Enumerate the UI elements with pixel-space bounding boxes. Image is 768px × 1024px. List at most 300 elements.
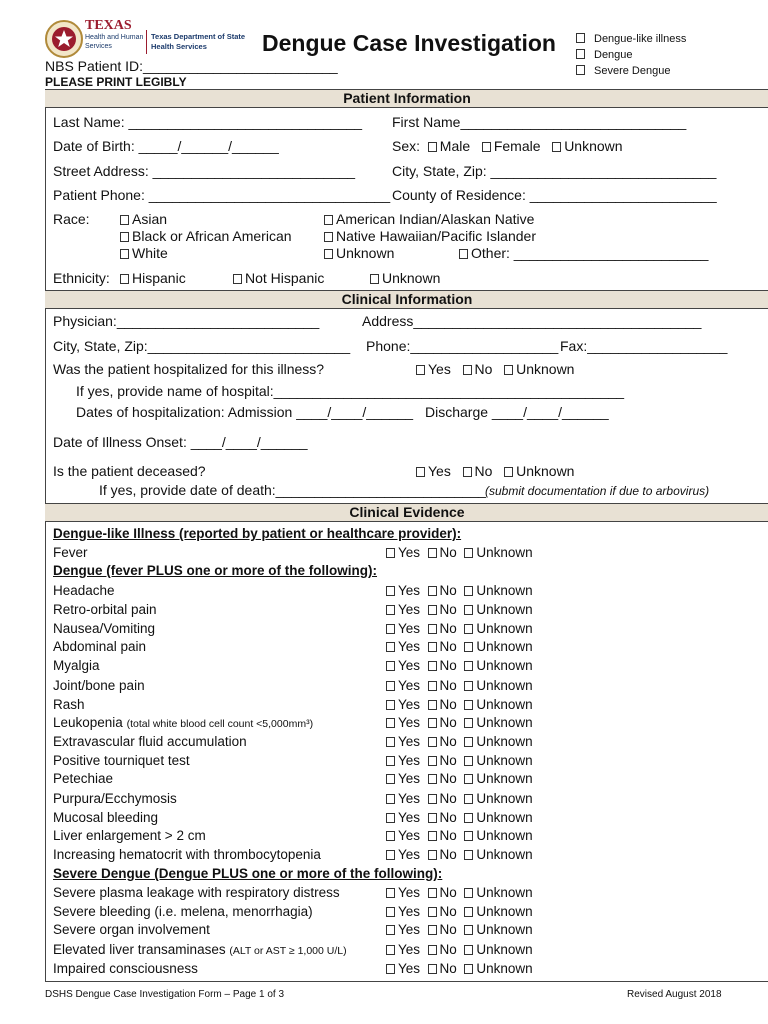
checkbox-icon[interactable]	[464, 586, 473, 596]
race-black[interactable]	[120, 228, 292, 244]
field-label: Phone:	[366, 338, 411, 354]
option-label: Unknown	[382, 270, 441, 286]
yes-label: Yes	[398, 771, 421, 786]
symptom-label: Liver enlargement > 2 cm	[53, 828, 206, 843]
yes-label: Yes	[398, 942, 421, 957]
checkbox-icon[interactable]	[464, 624, 473, 634]
symptom-row	[53, 904, 313, 919]
checkbox-icon[interactable]	[428, 888, 437, 898]
race-label: Race:	[53, 211, 90, 227]
yes-label: Yes	[398, 904, 421, 919]
option-label: White	[132, 245, 168, 261]
checkbox-icon[interactable]	[428, 774, 437, 784]
no-label: No	[439, 583, 457, 598]
unknown-label: Unknown	[476, 545, 533, 560]
race-unknown[interactable]	[324, 245, 394, 261]
checkbox-icon[interactable]	[428, 586, 437, 596]
yes-label: Yes	[398, 621, 421, 636]
checkbox-icon[interactable]	[386, 586, 395, 596]
logo-hhs-line1: Health and Human	[85, 34, 144, 41]
checkbox-icon[interactable]	[482, 142, 491, 152]
logo-texas-text: TEXAS	[85, 18, 132, 33]
symptom-row	[53, 602, 157, 617]
ethnicity-unknown[interactable]	[370, 270, 440, 286]
symptom-label: Severe bleeding (i.e. melena, menorrhagia)	[53, 904, 313, 919]
option-label: Native Hawaiian/Pacific Islander	[336, 228, 536, 244]
no-label: No	[439, 922, 457, 937]
checkbox-icon[interactable]	[428, 756, 437, 766]
checkbox-icon[interactable]	[428, 605, 437, 615]
yes-label: Yes	[398, 545, 421, 560]
city-field[interactable]: City, State, Zip: _____________________________	[392, 163, 717, 179]
race-nh[interactable]	[324, 228, 536, 244]
checkbox-icon[interactable]	[464, 718, 473, 728]
page-title: Dengue Case Investigation	[262, 30, 556, 56]
symptom-row	[53, 639, 146, 654]
checkbox-icon[interactable]	[386, 756, 395, 766]
symptom-row	[53, 847, 321, 862]
checkbox-icon[interactable]	[386, 548, 395, 558]
unknown-label: Unknown	[476, 753, 533, 768]
field-label: Fax:	[560, 338, 588, 354]
checkbox-icon[interactable]	[324, 249, 333, 259]
checkbox-icon[interactable]	[416, 365, 425, 375]
checkbox-icon[interactable]	[464, 888, 473, 898]
unknown-label: Unknown	[476, 810, 533, 825]
dengue-like-heading: Dengue-like Illness (reported by patient or healthcare provider):	[53, 526, 462, 541]
option-label: Unknown	[516, 361, 575, 377]
checkbox-icon[interactable]	[428, 700, 437, 710]
checkbox-icon[interactable]	[576, 65, 585, 75]
yes-label: Yes	[398, 678, 421, 693]
hospitalized-question: Was the patient hospitalized for this illness?	[53, 361, 325, 377]
checkbox-icon[interactable]	[324, 232, 333, 242]
texas-logo	[45, 18, 145, 62]
race-asian[interactable]	[120, 211, 167, 227]
no-label: No	[439, 602, 457, 617]
symptom-row	[53, 922, 210, 937]
yes-no-unknown-options[interactable]	[386, 847, 533, 862]
option-label: Male	[439, 138, 471, 154]
checkbox-icon[interactable]	[386, 718, 395, 728]
option-label: No	[474, 361, 493, 377]
option-label: Hispanic	[132, 270, 186, 286]
logo-divider	[146, 30, 147, 54]
checkbox-icon[interactable]	[386, 794, 395, 804]
checkbox-icon[interactable]	[386, 737, 395, 747]
symptom-row	[53, 810, 158, 825]
checkbox-icon[interactable]	[428, 850, 437, 860]
checkbox-icon[interactable]	[386, 681, 395, 691]
illness-onset-field[interactable]: Date of Illness Onset: ____/____/______	[53, 434, 308, 450]
option-label: Other:	[471, 245, 510, 261]
yes-no-unknown-options[interactable]	[386, 810, 533, 825]
checkbox-icon[interactable]	[416, 467, 425, 477]
checkbox-icon[interactable]	[386, 774, 395, 784]
logo-hhs-line2: Services	[85, 43, 112, 50]
checkbox-icon[interactable]	[504, 365, 513, 375]
checkbox-icon[interactable]	[386, 642, 395, 652]
unknown-label: Unknown	[476, 961, 533, 976]
nbs-label: NBS Patient ID:	[45, 58, 144, 74]
logo-dept-line1: Texas Department of State	[151, 32, 246, 41]
field-label: Address	[362, 313, 414, 329]
checkbox-icon[interactable]	[504, 467, 513, 477]
unknown-label: Unknown	[476, 847, 533, 862]
symptom-label: Mucosal bleeding	[53, 810, 159, 825]
checkbox-icon[interactable]	[464, 774, 473, 784]
checkbox-icon[interactable]	[428, 813, 437, 823]
checkbox-icon[interactable]	[386, 700, 395, 710]
evidence-subheading: Dengue (fever PLUS one or more of the following):	[53, 563, 378, 578]
yes-no-unknown-options[interactable]	[386, 715, 533, 730]
unknown-label: Unknown	[476, 621, 533, 636]
symptom-row	[53, 885, 340, 900]
checkbox-icon[interactable]	[552, 142, 561, 152]
yes-no-unknown-options[interactable]	[386, 545, 533, 560]
symptom-note: (total white blood cell count <5,000mm³)	[126, 718, 314, 730]
yes-label: Yes	[398, 602, 421, 617]
no-label: No	[439, 697, 457, 712]
yes-no-unknown-options[interactable]	[386, 658, 533, 673]
checkbox-icon[interactable]	[428, 718, 437, 728]
yes-no-unknown-options[interactable]	[386, 791, 533, 806]
checkbox-icon[interactable]	[428, 548, 437, 558]
checkbox-icon[interactable]	[233, 274, 242, 284]
yes-no-unknown-options[interactable]	[386, 753, 533, 768]
physician-address-field[interactable]: Address_____________________________________	[362, 313, 702, 329]
symptom-row	[53, 753, 190, 768]
no-label: No	[439, 791, 457, 806]
checkbox-icon[interactable]	[464, 925, 473, 935]
checkbox-icon[interactable]	[386, 850, 395, 860]
yes-label: Yes	[398, 658, 421, 673]
checkbox-icon[interactable]	[386, 945, 395, 955]
option-label: American Indian/Alaskan Native	[336, 211, 535, 227]
footer-left: DSHS Dengue Case Investigation Form – Page 1 of 3	[45, 989, 285, 1000]
evidence-section-header: Clinical Evidence	[45, 503, 768, 522]
no-label: No	[439, 753, 457, 768]
checkbox-icon[interactable]	[464, 605, 473, 615]
checkbox-icon[interactable]	[120, 274, 129, 284]
no-label: No	[439, 961, 457, 976]
dob-field[interactable]: Date of Birth: _____/______/______	[53, 138, 279, 154]
checkbox-icon[interactable]	[428, 661, 437, 671]
checkbox-icon[interactable]	[463, 365, 472, 375]
symptom-label: Myalgia	[53, 658, 100, 673]
symptom-label: Headache	[53, 583, 115, 598]
yes-label: Yes	[398, 753, 421, 768]
death-date-field[interactable]: If yes, provide date of death:___________________________	[99, 482, 486, 498]
checkbox-icon[interactable]	[459, 249, 468, 259]
yes-label: Yes	[398, 583, 421, 598]
physician-field[interactable]: Physician:__________________________	[53, 313, 320, 329]
checkbox-icon[interactable]	[464, 700, 473, 710]
checkbox-icon[interactable]	[428, 624, 437, 634]
field-label: City, State, Zip:	[392, 163, 487, 179]
yes-label: Yes	[398, 639, 421, 654]
symptom-label: Increasing hematocrit with thrombocytopenia	[53, 847, 321, 862]
print-legibly: PLEASE PRINT LEGIBLY	[45, 75, 187, 89]
checkbox-icon[interactable]	[386, 813, 395, 823]
classification-dengue-like[interactable]	[576, 33, 686, 45]
yes-label: Yes	[398, 885, 421, 900]
no-label: No	[439, 904, 457, 919]
checkbox-icon[interactable]	[576, 33, 585, 43]
unknown-label: Unknown	[476, 885, 533, 900]
checkbox-icon[interactable]	[463, 467, 472, 477]
yes-no-unknown-options[interactable]	[386, 621, 533, 636]
checkbox-icon[interactable]	[464, 642, 473, 652]
no-label: No	[439, 639, 457, 654]
hospitalized-options[interactable]	[416, 361, 574, 377]
yes-no-unknown-options[interactable]	[386, 602, 533, 617]
option-label: Asian	[132, 211, 168, 227]
unknown-label: Unknown	[476, 602, 533, 617]
yes-no-unknown-options[interactable]	[386, 961, 533, 976]
checkbox-icon[interactable]	[386, 907, 395, 917]
yes-no-unknown-options[interactable]	[386, 885, 533, 900]
death-note: (submit documentation if due to arbovirus)	[485, 484, 710, 498]
ethnicity-label: Ethnicity:	[53, 270, 110, 286]
symptom-row	[53, 942, 347, 957]
field-label: Street Address:	[53, 163, 149, 179]
logo-dept-line2: Health Services	[151, 42, 207, 51]
checkbox-icon[interactable]	[386, 964, 395, 974]
checkbox-icon[interactable]	[464, 661, 473, 671]
symptom-note: (ALT or AST ≥ 1,000 U/L)	[229, 945, 347, 957]
field-label: First Name	[392, 114, 461, 130]
no-label: No	[439, 847, 457, 862]
unknown-label: Unknown	[476, 904, 533, 919]
checkbox-icon[interactable]	[428, 945, 437, 955]
race-other[interactable]: Other: _________________________	[459, 245, 708, 261]
no-label: No	[439, 734, 457, 749]
checkbox-icon[interactable]	[464, 907, 473, 917]
checkbox-icon[interactable]	[386, 888, 395, 898]
checkbox-icon[interactable]	[428, 681, 437, 691]
no-label: No	[439, 715, 457, 730]
symptom-label: Positive tourniquet test	[53, 753, 190, 768]
physician-phone-field[interactable]: Phone:___________________	[366, 338, 559, 354]
classification-label: Dengue-like illness	[594, 33, 687, 45]
unknown-label: Unknown	[476, 583, 533, 598]
yes-no-unknown-options[interactable]	[386, 942, 533, 957]
yes-no-unknown-options[interactable]	[386, 828, 533, 843]
checkbox-icon[interactable]	[120, 215, 129, 225]
option-label: No	[474, 463, 493, 479]
unknown-label: Unknown	[476, 697, 533, 712]
symptom-row	[53, 771, 113, 786]
symptom-row	[53, 678, 145, 693]
patient-phone-field[interactable]: Patient Phone: _______________________________	[53, 187, 391, 203]
symptom-row	[53, 828, 206, 843]
field-label: Dates of hospitalization: Admission	[76, 404, 293, 420]
yes-no-unknown-options[interactable]	[386, 583, 533, 598]
option-label: Unknown	[564, 138, 623, 154]
symptom-label: Purpura/Ecchymosis	[53, 791, 177, 806]
sex-field[interactable]	[392, 138, 623, 154]
checkbox-icon[interactable]	[464, 681, 473, 691]
hospital-admission-field[interactable]: Dates of hospitalization: Admission ____/____/______	[76, 404, 414, 420]
field-label: Patient Phone:	[53, 187, 145, 203]
symptom-row	[53, 697, 85, 712]
no-label: No	[439, 621, 457, 636]
checkbox-icon[interactable]	[464, 964, 473, 974]
yes-label: Yes	[398, 734, 421, 749]
checkbox-icon[interactable]	[386, 624, 395, 634]
field-label: City, State, Zip:	[53, 338, 148, 354]
evidence-subheading: Severe Dengue (Dengue PLUS one or more of the following):	[53, 866, 443, 881]
clinical-section-header: Clinical Information	[45, 290, 768, 309]
first-name-field[interactable]: First Name_____________________________	[392, 114, 687, 130]
field-label: Date of Birth:	[53, 138, 135, 154]
option-label: Yes	[428, 463, 451, 479]
checkbox-icon[interactable]	[428, 794, 437, 804]
yes-label: Yes	[398, 922, 421, 937]
deceased-question: Is the patient deceased?	[53, 463, 206, 479]
checkbox-icon[interactable]	[464, 756, 473, 766]
no-label: No	[439, 828, 457, 843]
classification-label: Severe Dengue	[594, 65, 671, 77]
no-label: No	[439, 545, 457, 560]
symptom-row	[53, 791, 177, 806]
checkbox-icon[interactable]	[464, 548, 473, 558]
physician-fax-field[interactable]: Fax:__________________	[560, 338, 728, 354]
symptom-row	[53, 961, 198, 976]
street-field[interactable]: Street Address: __________________________	[53, 163, 356, 179]
unknown-label: Unknown	[476, 771, 533, 786]
race-ai[interactable]	[324, 211, 534, 227]
checkbox-icon[interactable]	[428, 737, 437, 747]
classification-dengue[interactable]	[576, 49, 633, 61]
no-label: No	[439, 942, 457, 957]
symptom-label: Extravascular fluid accumulation	[53, 734, 247, 749]
field-label: Discharge	[425, 404, 489, 420]
symptom-label: Joint/bone pain	[53, 678, 145, 693]
yes-no-unknown-options[interactable]	[386, 639, 533, 654]
unknown-label: Unknown	[476, 791, 533, 806]
ethnicity-not-hispanic[interactable]	[233, 270, 324, 286]
yes-label: Yes	[398, 791, 421, 806]
yes-label: Yes	[398, 697, 421, 712]
no-label: No	[439, 810, 457, 825]
checkbox-icon[interactable]	[428, 907, 437, 917]
checkbox-icon[interactable]	[386, 661, 395, 671]
yes-label: Yes	[398, 715, 421, 730]
yes-label: Yes	[398, 810, 421, 825]
option-label: Not Hispanic	[245, 270, 325, 286]
checkbox-icon[interactable]	[464, 794, 473, 804]
race-white[interactable]	[120, 245, 168, 261]
unknown-label: Unknown	[476, 734, 533, 749]
yes-no-unknown-options[interactable]	[386, 734, 533, 749]
field-label: Sex:	[392, 138, 421, 154]
checkbox-icon[interactable]	[324, 215, 333, 225]
symptom-row	[53, 658, 100, 673]
checkbox-icon[interactable]	[370, 274, 379, 284]
field-label: Physician:	[53, 313, 117, 329]
deceased-options[interactable]	[416, 463, 574, 479]
field-label: Date of Illness Onset:	[53, 434, 187, 450]
physician-city-field[interactable]: City, State, Zip:__________________________	[53, 338, 351, 354]
checkbox-icon[interactable]	[428, 142, 437, 152]
classification-label: Dengue	[594, 49, 633, 61]
yes-no-unknown-options[interactable]	[386, 922, 533, 937]
checkbox-icon[interactable]	[120, 249, 129, 259]
no-label: No	[439, 885, 457, 900]
checkbox-icon[interactable]	[464, 831, 473, 841]
checkbox-icon[interactable]	[464, 945, 473, 955]
unknown-label: Unknown	[476, 715, 533, 730]
ethnicity-hispanic[interactable]	[120, 270, 186, 286]
symptom-row	[53, 545, 88, 560]
county-field[interactable]: County of Residence: ________________________	[392, 187, 717, 203]
symptom-row	[53, 621, 155, 636]
symptom-label: Nausea/Vomiting	[53, 621, 156, 636]
checkbox-icon[interactable]	[428, 964, 437, 974]
option-label: Black or African American	[132, 228, 292, 244]
footer-right: Revised August 2018	[627, 989, 722, 1000]
no-label: No	[439, 771, 457, 786]
option-label: Unknown	[336, 245, 395, 261]
unknown-label: Unknown	[476, 828, 533, 843]
classification-severe[interactable]	[576, 65, 670, 77]
yes-label: Yes	[398, 847, 421, 862]
unknown-label: Unknown	[476, 639, 533, 654]
yes-no-unknown-options[interactable]	[386, 678, 533, 693]
yes-no-unknown-options[interactable]	[386, 771, 533, 786]
option-label: Unknown	[516, 463, 575, 479]
checkbox-icon[interactable]	[386, 605, 395, 615]
symptom-label: Elevated liver transaminases	[53, 942, 226, 957]
hospital-name-field[interactable]: If yes, provide name of hospital:_____________________________________________	[76, 383, 625, 399]
symptom-label: Impaired consciousness	[53, 961, 198, 976]
field-label: If yes, provide date of death:	[99, 482, 276, 498]
field-label: Last Name:	[53, 114, 125, 130]
symptom-label: Abdominal pain	[53, 639, 147, 654]
yes-no-unknown-options[interactable]	[386, 904, 533, 919]
symptom-label: Severe plasma leakage with respiratory distress	[53, 885, 340, 900]
checkbox-icon[interactable]	[386, 925, 395, 935]
unknown-label: Unknown	[476, 922, 533, 937]
nbs-patient-id[interactable]: NBS Patient ID:_________________________	[45, 58, 338, 74]
unknown-label: Unknown	[476, 678, 533, 693]
option-label: Yes	[428, 361, 451, 377]
checkbox-icon[interactable]	[464, 737, 473, 747]
checkbox-icon[interactable]	[120, 232, 129, 242]
symptom-label: Petechiae	[53, 771, 114, 786]
checkbox-icon[interactable]	[464, 850, 473, 860]
texas-seal-icon	[45, 20, 83, 58]
checkbox-icon[interactable]	[428, 642, 437, 652]
symptom-label: Fever	[53, 545, 88, 560]
symptom-row	[53, 583, 115, 598]
last-name-field[interactable]: Last Name: ______________________________	[53, 114, 363, 130]
yes-no-unknown-options[interactable]	[386, 697, 533, 712]
checkbox-icon[interactable]	[386, 831, 395, 841]
option-label: Female	[493, 138, 541, 154]
yes-label: Yes	[398, 961, 421, 976]
hospital-discharge-field[interactable]: Discharge ____/____/______	[425, 404, 609, 420]
checkbox-icon[interactable]	[464, 813, 473, 823]
symptom-label: Severe organ involvement	[53, 922, 210, 937]
symptom-row	[53, 715, 313, 730]
checkbox-icon[interactable]	[428, 831, 437, 841]
checkbox-icon[interactable]	[428, 925, 437, 935]
checkbox-icon[interactable]	[576, 49, 585, 59]
symptom-label: Rash	[53, 697, 85, 712]
